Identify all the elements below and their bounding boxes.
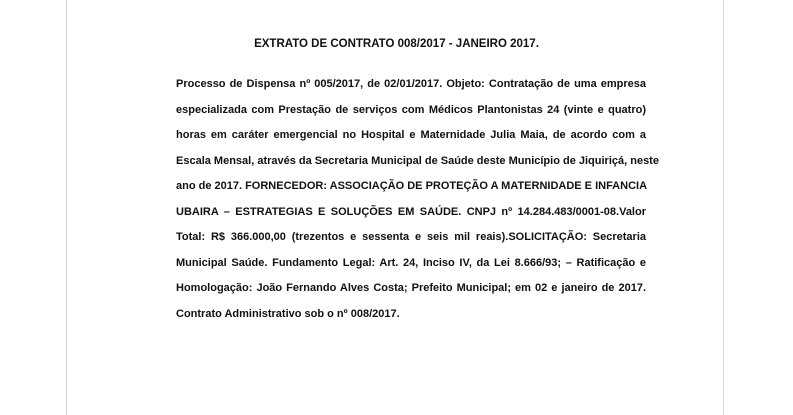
body-line: UBAIRA – ESTRATEGIAS E SOLUÇÕES EM SAÚDE. CNPJ nº 14.284.483/0001-08.Valor (176, 205, 646, 218)
body-line: Contrato Administrativo sob o nº 008/2017. (176, 307, 400, 320)
body-line: especializada com Prestação de serviços com Médicos Plantonistas 24 (vinte e quatro) (176, 103, 646, 116)
page-left-border (66, 0, 67, 415)
body-line: Processo de Dispensa nº 005/2017, de 02/01/2017. Objeto: Contratação de uma empresa (176, 78, 646, 90)
body-line: horas em caráter emergencial no Hospital e Maternidade Julia Maia, de acordo com a (176, 129, 646, 141)
body-line: Escala Mensal, através da Secretaria Municipal de Saúde deste Município de Jiquiriçá, neste (176, 154, 659, 167)
body-line: Homologação: João Fernando Alves Costa; Prefeito Municipal; em 02 e janeiro de 2017. (176, 282, 646, 294)
body-line: ano de 2017. FORNECEDOR: ASSOCIAÇÃO DE PROTEÇÃO A MATERNIDADE E INFANCIA (176, 180, 648, 192)
contract-extract-title: EXTRATO DE CONTRATO 008/2017 - JANEIRO 2017. (254, 38, 539, 50)
body-line: Total: R$ 366.000,00 (trezentos e sessenta e seis mil reais).SOLICITAÇÃO: Secretaria (176, 231, 646, 243)
body-line: Municipal Saúde. Fundamento Legal: Art. 24, Inciso IV, da Lei 8.666/93; – Ratificação e (176, 256, 646, 269)
contract-extract-body (176, 72, 659, 327)
page-right-border (723, 0, 724, 415)
